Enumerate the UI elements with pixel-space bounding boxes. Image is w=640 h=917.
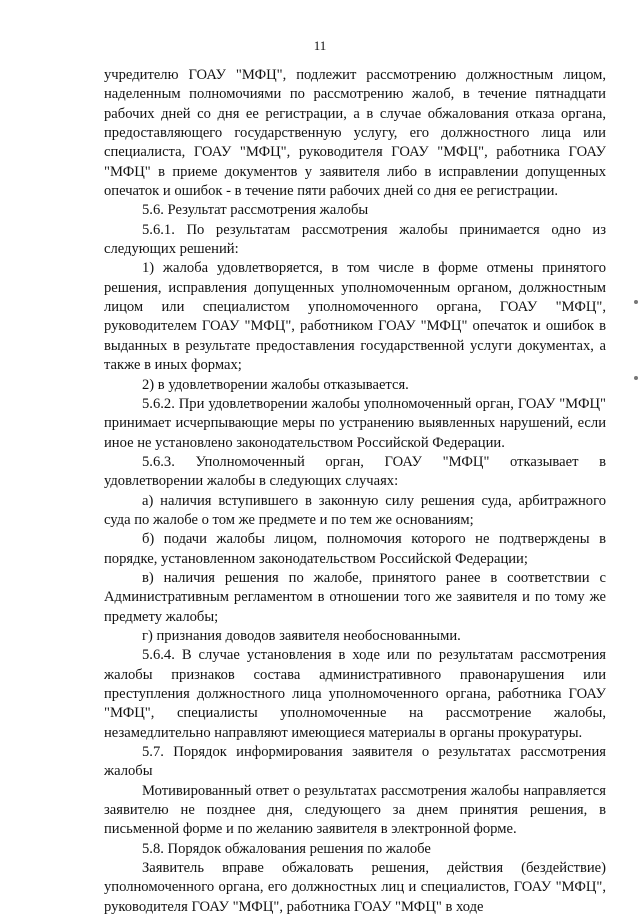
paragraph: 5.6.4. В случае установления в ходе или по результатам рассмотрения жалобы признаков состава административного правонарушения или преступления должностного лица уполномоченного органа, работника ГОАУ "МФЦ", специалисты уполномоченные на рассмотрение жалобы, незамедлительно направляют имеющиеся материалы в органы прокуратуры. xyxy=(104,647,606,741)
list-item: в) наличия решения по жалобе, принятого ранее в соответствии с Административным регламентом в отношении того же заявителя и по тому же предмету жалобы; xyxy=(104,569,606,625)
page-number: 11 xyxy=(313,38,327,53)
list-item: 1) жалоба удовлетворяется, в том числе в форме отмены принятого решения, исправления допущенных уполномоченным органом, должностным лицом или специалистом уполномоченного органа, ГОАУ "МФЦ", руководителем ГОАУ "МФЦ", работником ГОАУ "МФЦ" опечаток и ошибок в выданных в результате предоставления государственной услуги документах, а также в иных формах; xyxy=(104,260,606,374)
scan-mark xyxy=(634,300,638,304)
document-body xyxy=(104,66,606,917)
section-heading: 5.7. Порядок информирования заявителя о результатах рассмотрения жалобы xyxy=(104,744,606,780)
paragraph: 5.6.3. Уполномоченный орган, ГОАУ "МФЦ" отказывает в удовлетворении жалобы в следующих случаях: xyxy=(104,453,606,490)
paragraph: 5.6.2. При удовлетворении жалобы уполномоченный орган, ГОАУ "МФЦ" принимает исчерпывающие меры по устранению выявленных нарушений, если иное не установлено законодательством Российской Федерации. xyxy=(104,395,606,451)
list-item: б) подачи жалобы лицом, полномочия которого не подтверждены в порядке, установленном законодательством Российской Федерации; xyxy=(104,531,606,567)
paragraph: Заявитель вправе обжаловать решения, действия (бездействие) уполномоченного органа, его должностных лиц и специалистов, ГОАУ "МФЦ", руководителя ГОАУ "МФЦ", работника ГОАУ "МФЦ" в ходе xyxy=(104,860,606,915)
list-item: г) признания доводов заявителя необоснованными. xyxy=(142,627,461,644)
paragraph: Мотивированный ответ о результатах рассмотрения жалобы направляется заявителю не позднее дня, следующего за днем принятия решения, в письменной форме и по желанию заявителя в электронной форме. xyxy=(104,782,606,838)
list-item: 2) в удовлетворении жалобы отказывается. xyxy=(142,376,409,393)
paragraph: 5.6.1. По результатам рассмотрения жалобы принимается одно из следующих решений: xyxy=(104,221,606,258)
section-heading: 5.8. Порядок обжалования решения по жалобе xyxy=(142,840,431,857)
scan-mark xyxy=(634,376,638,380)
list-item: а) наличия вступившего в законную силу решения суда, арбитражного суда по жалобе о том же предмете и по тем же основаниям; xyxy=(104,492,606,528)
paragraph: учредителю ГОАУ "МФЦ", подлежит рассмотрению должностным лицом, наделенным полномочиями по рассмотрению жалоб, в течение пятнадцати рабочих дней со дня ее регистрации, а в случае обжалования отказа органа, предоставляющего государственную услугу, его должностного лица или специалиста, ГОАУ "МФЦ", руководителя ГОАУ "МФЦ", работника ГОАУ "МФЦ" в приеме документов у заявителя либо в исправлении допущенных опечаток и ошибок - в течение пяти рабочих дней со дня ее регистрации. xyxy=(104,67,606,200)
section-heading: 5.6. Результат рассмотрения жалобы xyxy=(142,202,369,219)
